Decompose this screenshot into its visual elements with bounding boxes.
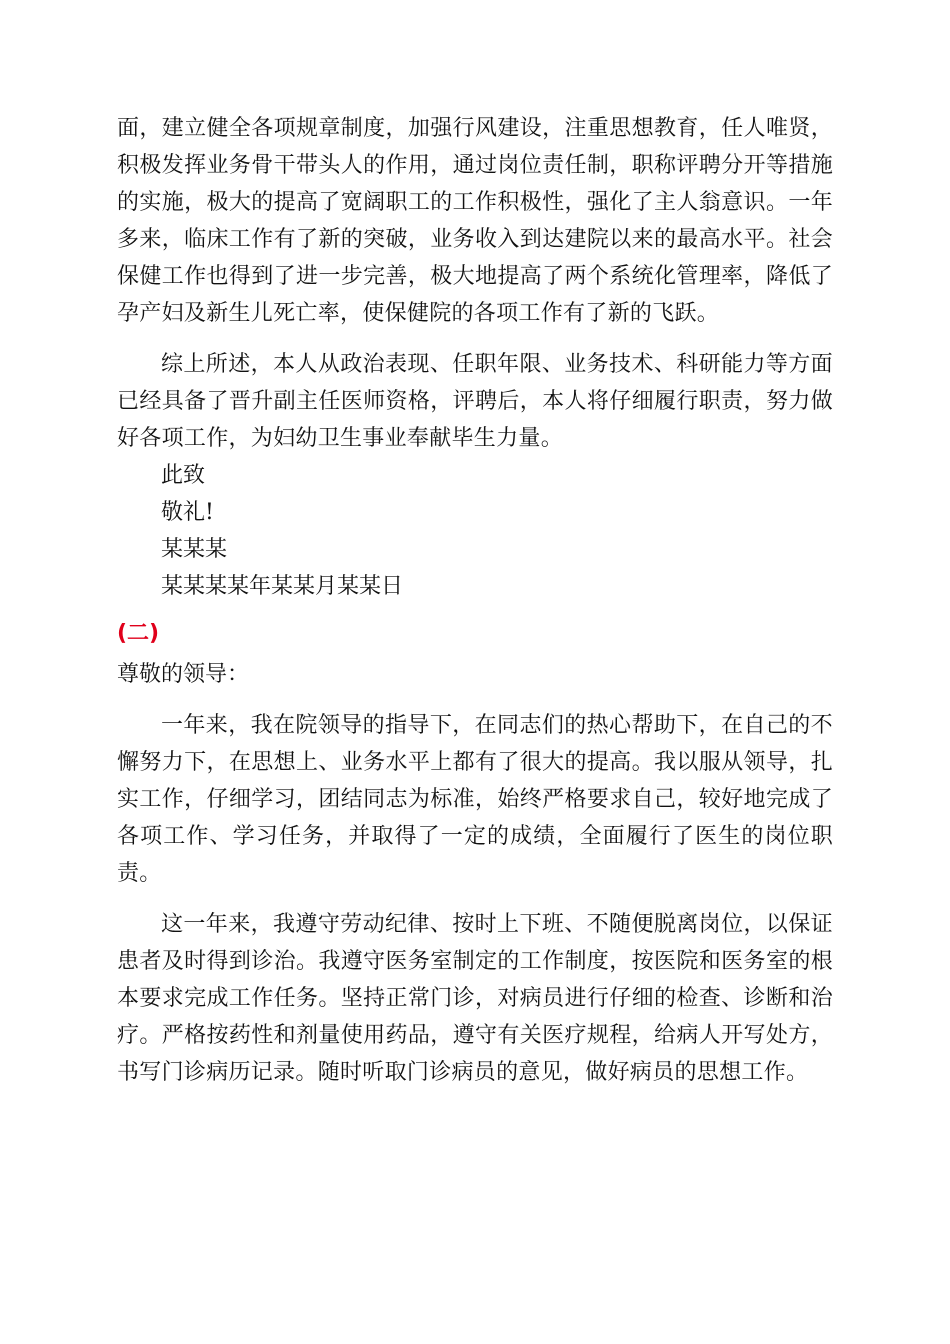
paragraph-1: 面，建立健全各项规章制度，加强行风建设，注重思想教育，任人唯贤，积极发挥业务骨干带头人的作用，通过岗位责任制，职称评聘分开等措施的实施，极大的提高了宽阔职工的工作积极性，强化了主人翁意识。一年多来，临床工作有了新的突破，业务收入到达建院以来的最高水平。社会保健工作也得到了进一步完善，极大地提高了两个系统化管理率，降低了孕产妇及新生儿死亡率，使保健院的各项工作有了新的飞跃。 xyxy=(117,116,833,326)
signature: 某某某 xyxy=(161,537,228,562)
closing-line-2: 敬礼! xyxy=(161,500,214,525)
signature-date: 某某某某年某某月某某日 xyxy=(161,574,404,599)
closing-line-1: 此致 xyxy=(161,463,206,488)
section-heading: (二) xyxy=(117,621,160,646)
paragraph-3: 一年来，我在院领导的指导下，在同志们的热心帮助下，在自己的不懈努力下，在思想上、业务水平上都有了很大的提高。我以服从领导，扎实工作，仔细学习，团结同志为标准，始终严格要求自己，较好地完成了各项工作、学习任务，并取得了一定的成绩，全面履行了医生的岗位职责。 xyxy=(117,713,833,886)
document-page xyxy=(117,110,833,1091)
paragraph-2: 综上所述，本人从政治表现、任职年限、业务技术、科研能力等方面已经具备了晋升副主任医师资格，评聘后，本人将仔细履行职责，努力做好各项工作，为妇幼卫生事业奉献毕生力量。 xyxy=(117,352,833,451)
salutation: 尊敬的领导： xyxy=(117,662,250,687)
paragraph-4: 这一年来，我遵守劳动纪律、按时上下班、不随便脱离岗位，以保证患者及时得到诊治。我遵守医务室制定的工作制度，按医院和医务室的根本要求完成工作任务。坚持正常门诊，对病员进行仔细的检查、诊断和治疗。严格按药性和剂量使用药品，遵守有关医疗规程，给病人开写处方，书写门诊病历记录。随时听取门诊病员的意见，做好病员的思想工作。 xyxy=(117,912,833,1085)
